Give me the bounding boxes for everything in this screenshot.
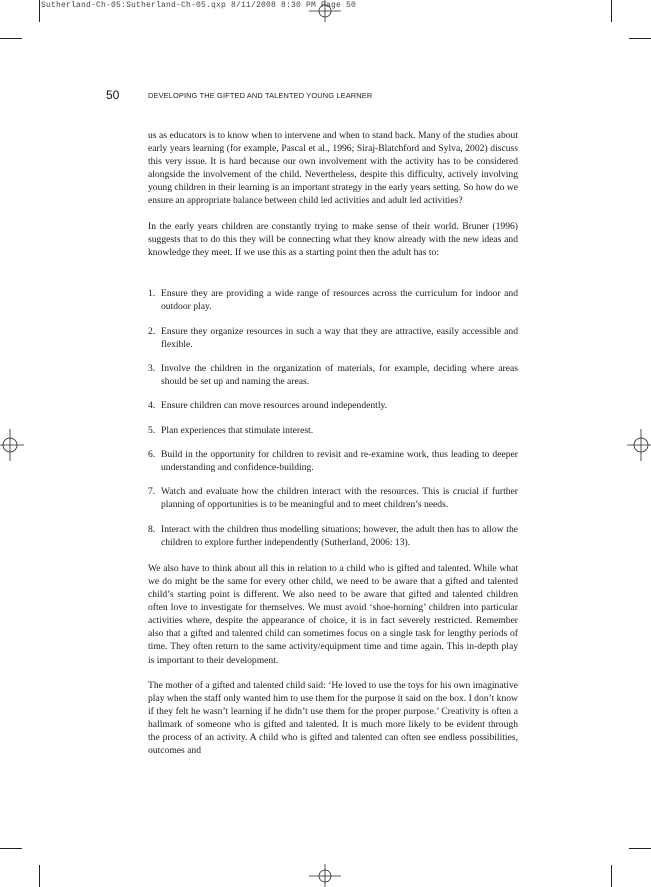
- list-item-number: 3.: [148, 362, 156, 374]
- registration-mark-left-icon: [0, 427, 24, 463]
- crop-mark-bottom-right-vertical: [611, 865, 612, 887]
- list-item-text: Watch and evaluate how the children interact with the resources. This is crucial if further planning of opportunities is to be meaningful and to meet children’s needs.: [161, 486, 518, 511]
- printer-slug-line: Sutherland-Ch-05:Sutherland-Ch-05.qxp 8/11/2008 8:30 PM Page 50: [41, 1, 357, 10]
- page-number: 50: [106, 88, 120, 102]
- crop-mark-top-right-vertical: [611, 0, 612, 22]
- crop-mark-top-right-horizontal: [629, 38, 651, 39]
- list-item-number: 4.: [148, 400, 156, 412]
- list-item-text: Ensure children can move resources around independently.: [161, 400, 388, 412]
- paragraph-intro: us as educators is to know when to intervene and when to stand back. Many of the studies about early years learning (for example, Pascal et al., 1996; Siraj-Blatchford and Sylva, 2002) discuss this very issue. It is hard because our own involvement with the activity has to be considered alongside the involvement of the child. Nevertheless, despite this difficulty, actively involving young children in their learning is an important strategy in the early years setting. So how do we ensure an appropriate balance between child led activities and adult led activities?: [148, 130, 518, 207]
- body-text: [148, 129, 518, 770]
- list-item: [148, 448, 518, 474]
- list-item: [148, 325, 518, 351]
- list-item-text: Plan experiences that stimulate interest.: [161, 424, 314, 436]
- running-head-title: DEVELOPING THE GIFTED AND TALENTED YOUNG LEARNER: [148, 91, 373, 100]
- list-item-number: 8.: [148, 523, 156, 535]
- registration-mark-bottom-icon: [309, 864, 341, 887]
- list-item-number: 6.: [148, 448, 156, 460]
- list-item-number: 7.: [148, 486, 156, 498]
- paragraph-gifted-talented: We also have to think about all this in relation to a child who is gifted and talented. While what we do might be the same for every other child, we need to be aware that a gifted and talented child’s starting point is different. We also need to be aware that gifted and talented children often love to investigate for themselves. We must avoid ‘shoe-horning’ children into particular activities where, despite the appearance of choice, it is in fact severely restricted. Remember also that a gifted and talented child can sometimes focus on a single task for lengthy periods of time. They often return to the same activity/equipment time and time again. This in-depth play is important to their development.: [148, 562, 518, 666]
- paragraph-bruner: In the early years children are constantly trying to make sense of their world. Bruner (1996) suggests that to do this they will be connecting what they know already with the new ideas and knowledge they meet. If we use this as a starting point then the adult has to:: [148, 220, 518, 259]
- adult-role-list: [148, 287, 518, 549]
- list-item-text: Interact with the children thus modelling situations; however, the adult then has to allow the children to explore further independently (Sutherland, 2006: 13).: [161, 523, 518, 548]
- paragraph-mother-quote: The mother of a gifted and talented child said: ‘He loved to use the toys for his own imaginative play when the staff only wanted him to use them for the purpose it said on the box. I don’t know if they felt he wasn’t learning if he didn’t use them for the proper purpose.’ Creativity is often a hallmark of someone who is gifted and talented. It is much more likely to be evident through the process of an activity. A child who is gifted and talented can often see endless possibilities, outcomes and: [148, 680, 518, 757]
- crop-mark-bottom-right-horizontal: [629, 848, 651, 849]
- registration-mark-right-icon: [627, 427, 651, 463]
- registration-mark-top-icon: [309, 0, 341, 22]
- list-item: [148, 424, 518, 437]
- crop-mark-bottom-left-vertical: [39, 865, 40, 887]
- list-item-text: Involve the children in the organization of materials, for example, deciding where areas should be set up and naming the areas.: [161, 362, 518, 388]
- list-item-number: 2.: [148, 325, 156, 337]
- list-item-number: 5.: [148, 424, 156, 436]
- list-item-text: Ensure they are providing a wide range of resources across the curriculum for indoor and outdoor play.: [161, 288, 518, 313]
- list-item-text: Build in the opportunity for children to revisit and re-examine work, thus leading to deeper understanding and confidence-building.: [161, 448, 518, 474]
- crop-mark-bottom-left-horizontal: [0, 848, 22, 849]
- list-item: [148, 362, 518, 388]
- crop-mark-top-left-horizontal: [0, 38, 22, 39]
- list-item: [148, 523, 518, 549]
- list-item: [148, 287, 518, 313]
- list-item: [148, 399, 518, 412]
- crop-mark-top-left-vertical: [39, 0, 40, 22]
- list-item-number: 1.: [148, 288, 156, 300]
- list-item-text: Ensure they organize resources in such a way that they are attractive, easily accessible and flexible.: [161, 325, 518, 350]
- list-item: [148, 485, 518, 511]
